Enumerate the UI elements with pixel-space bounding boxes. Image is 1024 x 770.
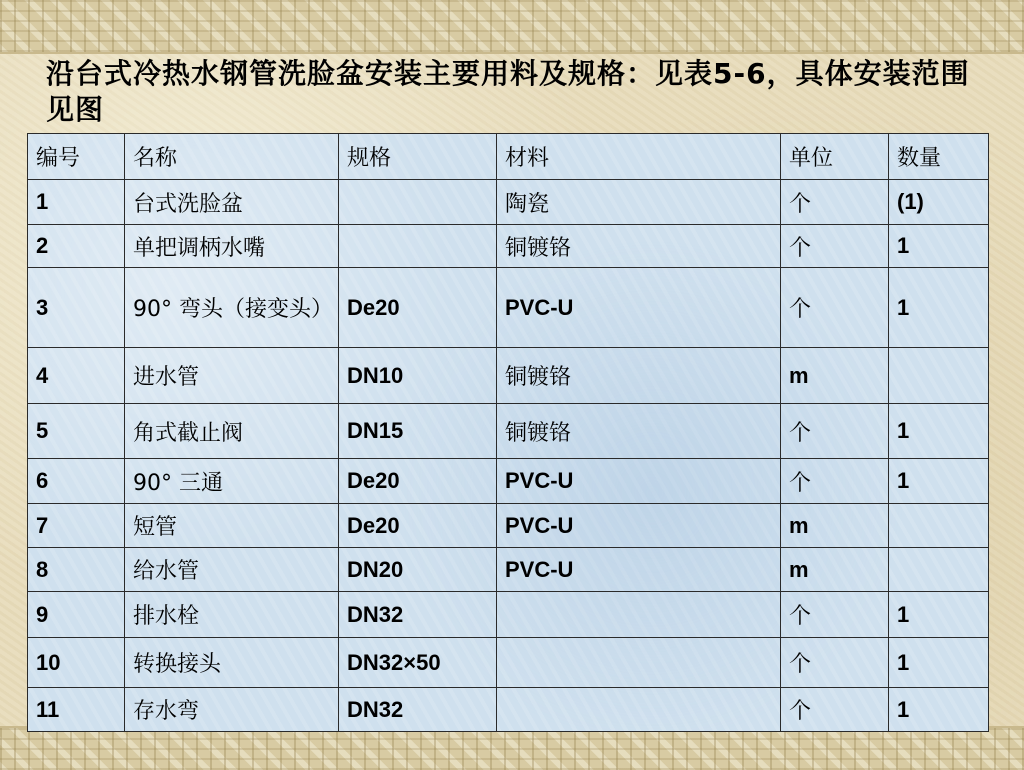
header-number: 编号 — [28, 134, 125, 180]
cell-unit: 个 — [781, 180, 889, 225]
cell-unit: 个 — [781, 225, 889, 268]
cell-material — [497, 688, 781, 732]
cell-number: 9 — [28, 592, 125, 638]
header-name: 名称 — [125, 134, 339, 180]
materials-table — [27, 133, 989, 732]
cell-spec: De20 — [339, 459, 497, 504]
header-spec: 规格 — [339, 134, 497, 180]
cell-unit: 个 — [781, 404, 889, 459]
cell-spec: De20 — [339, 504, 497, 548]
table-row — [28, 459, 989, 504]
cell-unit: m — [781, 548, 889, 592]
table-row — [28, 592, 989, 638]
table-row — [28, 548, 989, 592]
cell-number: 3 — [28, 268, 125, 348]
cell-number: 7 — [28, 504, 125, 548]
table-row — [28, 180, 989, 225]
cell-material — [497, 638, 781, 688]
header-quantity: 数量 — [889, 134, 989, 180]
cell-quantity: 1 — [889, 592, 989, 638]
cell-quantity — [889, 348, 989, 404]
cell-spec — [339, 180, 497, 225]
materials-table-container — [27, 133, 988, 732]
cell-quantity: 1 — [889, 404, 989, 459]
cell-name: 90° 弯头（接变头） — [125, 268, 339, 348]
cell-unit: 个 — [781, 638, 889, 688]
cell-name: 给水管 — [125, 548, 339, 592]
cell-material: 铜镀铬 — [497, 348, 781, 404]
cell-number: 11 — [28, 688, 125, 732]
cell-spec: DN32 — [339, 592, 497, 638]
table-header-row — [28, 134, 989, 180]
cell-spec: DN32 — [339, 688, 497, 732]
cell-name: 排水栓 — [125, 592, 339, 638]
cell-quantity: 1 — [889, 638, 989, 688]
cell-unit: 个 — [781, 459, 889, 504]
cell-number: 6 — [28, 459, 125, 504]
cell-number: 2 — [28, 225, 125, 268]
cell-material: 陶瓷 — [497, 180, 781, 225]
cell-name: 90° 三通 — [125, 459, 339, 504]
table-row — [28, 504, 989, 548]
cell-name: 转换接头 — [125, 638, 339, 688]
cell-material: 铜镀铬 — [497, 404, 781, 459]
table-row — [28, 688, 989, 732]
cell-spec: DN15 — [339, 404, 497, 459]
cell-quantity: 1 — [889, 688, 989, 732]
cell-number: 4 — [28, 348, 125, 404]
cell-spec — [339, 225, 497, 268]
cell-quantity: 1 — [889, 225, 989, 268]
table-row — [28, 268, 989, 348]
cell-unit: m — [781, 348, 889, 404]
cell-spec: DN20 — [339, 548, 497, 592]
header-unit: 单位 — [781, 134, 889, 180]
cell-quantity: 1 — [889, 459, 989, 504]
cell-material: 铜镀铬 — [497, 225, 781, 268]
cell-unit: 个 — [781, 688, 889, 732]
cell-unit: 个 — [781, 592, 889, 638]
cell-material: PVC-U — [497, 268, 781, 348]
cell-number: 1 — [28, 180, 125, 225]
cell-quantity: (1) — [889, 180, 989, 225]
table-row — [28, 225, 989, 268]
cell-material: PVC-U — [497, 459, 781, 504]
cell-spec: DN32×50 — [339, 638, 497, 688]
decorative-border-bottom — [0, 726, 1024, 770]
cell-number: 8 — [28, 548, 125, 592]
cell-material: PVC-U — [497, 504, 781, 548]
cell-material — [497, 592, 781, 638]
cell-spec: De20 — [339, 268, 497, 348]
table-row — [28, 404, 989, 459]
cell-material: PVC-U — [497, 548, 781, 592]
cell-unit: m — [781, 504, 889, 548]
cell-spec: DN10 — [339, 348, 497, 404]
decorative-border-top — [0, 0, 1024, 54]
cell-quantity — [889, 548, 989, 592]
cell-name: 单把调柄水嘴 — [125, 225, 339, 268]
cell-name: 短管 — [125, 504, 339, 548]
cell-number: 10 — [28, 638, 125, 688]
cell-name: 进水管 — [125, 348, 339, 404]
cell-unit: 个 — [781, 268, 889, 348]
cell-name: 角式截止阀 — [125, 404, 339, 459]
cell-number: 5 — [28, 404, 125, 459]
cell-quantity — [889, 504, 989, 548]
cell-name: 存水弯 — [125, 688, 339, 732]
cell-name: 台式洗脸盆 — [125, 180, 339, 225]
table-row — [28, 348, 989, 404]
header-material: 材料 — [497, 134, 781, 180]
cell-quantity: 1 — [889, 268, 989, 348]
slide-title: 沿台式冷热水钢管洗脸盆安装主要用料及规格：见表5-6，具体安装范围见图 — [46, 57, 970, 126]
table-row — [28, 638, 989, 688]
